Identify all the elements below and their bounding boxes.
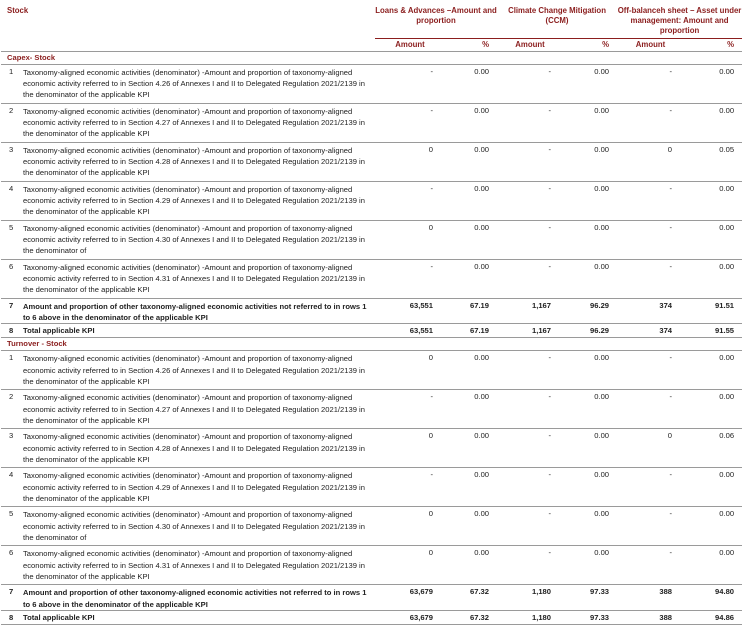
table-row (1, 610, 742, 624)
offbalance-amount-cell: - (617, 221, 684, 260)
row-description: Taxonomy-aligned economic activities (denominator) -Amount and proportion of taxonomy-aligned economic activity referred to in Section 4.31 of Annexes I and II to Delegated Regulation 2021/2139 in the denominator of the applicable KPI (23, 546, 375, 585)
pct-subheader: % (445, 39, 497, 52)
pct-subheader: % (684, 39, 742, 52)
offbalance-pct-cell: 0.00 (684, 104, 742, 143)
loans-amount-cell: 0 (375, 546, 445, 585)
offbalance-pct-cell: 0.00 (684, 351, 742, 390)
loans-pct-cell: 0.00 (445, 390, 497, 429)
table-row (1, 390, 742, 429)
loans-pct-cell: 0.00 (445, 507, 497, 546)
row-number: 7 (1, 299, 23, 324)
ccm-pct-cell: 0.00 (563, 507, 617, 546)
table-row (1, 299, 742, 324)
row-number: 3 (1, 429, 23, 468)
row-number: 8 (1, 610, 23, 624)
loans-amount-cell: 0 (375, 507, 445, 546)
ccm-pct-cell: 0.00 (563, 390, 617, 429)
row-description: Total applicable KPI (23, 610, 375, 624)
loans-pct-cell: 0.00 (445, 143, 497, 182)
ccm-pct-cell: 0.00 (563, 351, 617, 390)
loans-pct-cell: 67.32 (445, 610, 497, 624)
loans-pct-cell: 67.19 (445, 299, 497, 324)
loans-amount-cell: - (375, 390, 445, 429)
row-number: 6 (1, 260, 23, 299)
loans-pct-cell: 0.00 (445, 65, 497, 104)
row-description: Taxonomy-aligned economic activities (denominator) -Amount and proportion of taxonomy-aligned economic activity referred to in Section 4.29 of Annexes I and II to Delegated Regulation 2021/2139 in the denominator of the applicable KPI (23, 182, 375, 221)
pct-subheader: % (563, 39, 617, 52)
offbalance-amount-cell: - (617, 65, 684, 104)
offbalance-pct-cell: 91.51 (684, 299, 742, 324)
offbalance-amount-cell: 374 (617, 324, 684, 338)
row-number: 6 (1, 546, 23, 585)
ccm-amount-cell: - (497, 546, 563, 585)
row-number: 8 (1, 324, 23, 338)
offbalance-amount-cell: 388 (617, 585, 684, 610)
loans-amount-cell: - (375, 182, 445, 221)
offbalance-pct-cell: 91.55 (684, 324, 742, 338)
offbalance-pct-cell: 0.00 (684, 260, 742, 299)
loans-amount-cell: 0 (375, 221, 445, 260)
amount-subheader: Amount (497, 39, 563, 52)
ccm-pct-cell: 97.33 (563, 585, 617, 610)
row-number: 3 (1, 143, 23, 182)
loans-amount-cell: 63,679 (375, 610, 445, 624)
loans-pct-cell: 0.00 (445, 468, 497, 507)
ccm-pct-cell: 0.00 (563, 546, 617, 585)
table-row (1, 429, 742, 468)
loans-amount-cell: 0 (375, 351, 445, 390)
table-row (1, 468, 742, 507)
ccm-pct-cell: 0.00 (563, 429, 617, 468)
ccm-amount-cell: - (497, 351, 563, 390)
ccm-pct-cell: 0.00 (563, 221, 617, 260)
ccm-pct-cell: 0.00 (563, 65, 617, 104)
ccm-pct-cell: 0.00 (563, 143, 617, 182)
ccm-amount-cell: - (497, 260, 563, 299)
loans-amount-cell: 0 (375, 143, 445, 182)
loans-amount-cell: 0 (375, 429, 445, 468)
table-header (1, 0, 742, 52)
offbalance-pct-cell: 0.05 (684, 143, 742, 182)
loans-advances-header: Loans & Advances –Amount and proportion (375, 6, 497, 25)
row-number: 2 (1, 104, 23, 143)
table-row (1, 104, 742, 143)
ccm-amount-cell: - (497, 65, 563, 104)
row-number: 5 (1, 507, 23, 546)
loans-pct-cell: 0.00 (445, 221, 497, 260)
ccm-amount-cell: - (497, 468, 563, 507)
row-number: 7 (1, 585, 23, 610)
loans-pct-cell: 0.00 (445, 182, 497, 221)
loans-amount-cell: - (375, 65, 445, 104)
offbalance-amount-cell: - (617, 104, 684, 143)
row-number: 4 (1, 182, 23, 221)
row-description: Taxonomy-aligned economic activities (denominator) -Amount and proportion of taxonomy-aligned economic activity referred to in Section 4.27 of Annexes I and II to Delegated Regulation 2021/2139 in the denominator of the applicable KPI (23, 104, 375, 143)
stock-header: Stock (1, 0, 375, 52)
table-row (1, 507, 742, 546)
offbalance-amount-cell: - (617, 260, 684, 299)
offbalance-amount-cell: - (617, 182, 684, 221)
ccm-pct-cell: 0.00 (563, 182, 617, 221)
loans-pct-cell: 67.19 (445, 324, 497, 338)
section-title: Turnover - Stock (1, 338, 742, 351)
row-description: Taxonomy-aligned economic activities (denominator) -Amount and proportion of taxonomy-aligned economic activity referred to in Section 4.31 of Annexes I and II to Delegated Regulation 2021/2139 in the denominator of the applicable KPI (23, 260, 375, 299)
table-row (1, 324, 742, 338)
table-row (1, 182, 742, 221)
row-description: Taxonomy-aligned economic activities (denominator) -Amount and proportion of taxonomy-aligned economic activity referred to in Section 4.28 of Annexes I and II to Delegated Regulation 2021/2139 in the denominator of the applicable KPI (23, 429, 375, 468)
table-row (1, 143, 742, 182)
row-description: Taxonomy-aligned economic activities (denominator) -Amount and proportion of taxonomy-aligned economic activity referred to in Section 4.26 of Annexes I and II to Delegated Regulation 2021/2139 in the denominator of the applicable KPI (23, 65, 375, 104)
ccm-pct-cell: 0.00 (563, 260, 617, 299)
amount-subheader: Amount (617, 39, 684, 52)
offbalance-amount-cell: 374 (617, 299, 684, 324)
table-row (1, 585, 742, 610)
ccm-pct-cell: 96.29 (563, 324, 617, 338)
ccm-pct-cell: 97.33 (563, 610, 617, 624)
offbalance-amount-cell: - (617, 390, 684, 429)
row-description: Amount and proportion of other taxonomy-aligned economic activities not referred to in rows 1 to 6 above in the denominator of the applicable KPI (23, 585, 375, 610)
loans-pct-cell: 0.00 (445, 546, 497, 585)
loans-amount-cell: - (375, 104, 445, 143)
table-row (1, 260, 742, 299)
loans-pct-cell: 67.32 (445, 585, 497, 610)
loans-pct-cell: 0.00 (445, 351, 497, 390)
row-description: Taxonomy-aligned economic activities (denominator) -Amount and proportion of taxonomy-aligned economic activity referred to in Section 4.26 of Annexes I and II to Delegated Regulation 2021/2139 in the denominator of the applicable KPI (23, 351, 375, 390)
ccm-amount-cell: - (497, 507, 563, 546)
row-description: Taxonomy-aligned economic activities (denominator) -Amount and proportion of taxonomy-aligned economic activity referred to in Section 4.28 of Annexes I and II to Delegated Regulation 2021/2139 in the denominator of the applicable KPI (23, 143, 375, 182)
section-title: Capex- Stock (1, 52, 742, 65)
offbalance-pct-cell: 0.00 (684, 507, 742, 546)
amount-subheader: Amount (375, 39, 445, 52)
ccm-amount-cell: 1,167 (497, 324, 563, 338)
row-description: Taxonomy-aligned economic activities (denominator) -Amount and proportion of taxonomy-aligned economic activity referred to in Section 4.27 of Annexes I and II to Delegated Regulation 2021/2139 in the denominator of the applicable KPI (23, 390, 375, 429)
loans-pct-cell: 0.00 (445, 104, 497, 143)
row-description: Taxonomy-aligned economic activities (denominator) -Amount and proportion of taxonomy-aligned economic activity referred to in Section 4.30 of Annexes I and II to Delegated Regulation 2021/2139 in the denominator of (23, 221, 375, 260)
offbalance-amount-cell: - (617, 351, 684, 390)
row-number: 1 (1, 65, 23, 104)
taxonomy-kpi-table (1, 0, 742, 625)
offbalance-pct-cell: 0.00 (684, 221, 742, 260)
offbalance-pct-cell: 0.00 (684, 65, 742, 104)
ccm-amount-cell: - (497, 390, 563, 429)
ccm-amount-cell: 1,167 (497, 299, 563, 324)
offbalance-pct-cell: 0.00 (684, 182, 742, 221)
section-row (1, 338, 742, 351)
offbalance-pct-cell: 0.06 (684, 429, 742, 468)
ccm-amount-cell: - (497, 429, 563, 468)
offbalance-pct-cell: 0.00 (684, 390, 742, 429)
loans-amount-cell: 63,551 (375, 299, 445, 324)
table-row (1, 221, 742, 260)
off-balance-header: Off-balanceh sheet – Asset under management: Amount and proportion (617, 6, 742, 35)
ccm-amount-cell: 1,180 (497, 585, 563, 610)
row-description: Total applicable KPI (23, 324, 375, 338)
loans-amount-cell: 63,551 (375, 324, 445, 338)
table-row (1, 65, 742, 104)
offbalance-pct-cell: 94.80 (684, 585, 742, 610)
ccm-amount-cell: - (497, 104, 563, 143)
offbalance-amount-cell: 0 (617, 143, 684, 182)
loans-amount-cell: 63,679 (375, 585, 445, 610)
row-description: Taxonomy-aligned economic activities (denominator) -Amount and proportion of taxonomy-aligned economic activity referred to in Section 4.29 of Annexes I and II to Delegated Regulation 2021/2139 in the denominator of the applicable KPI (23, 468, 375, 507)
table-body (1, 52, 742, 625)
loans-amount-cell: - (375, 260, 445, 299)
offbalance-amount-cell: - (617, 468, 684, 507)
ccm-amount-cell: - (497, 143, 563, 182)
ccm-pct-cell: 96.29 (563, 299, 617, 324)
table-row (1, 351, 742, 390)
offbalance-pct-cell: 94.86 (684, 610, 742, 624)
ccm-pct-cell: 0.00 (563, 104, 617, 143)
row-number: 2 (1, 390, 23, 429)
ccm-amount-cell: - (497, 221, 563, 260)
loans-amount-cell: - (375, 468, 445, 507)
section-row (1, 52, 742, 65)
offbalance-amount-cell: 388 (617, 610, 684, 624)
ccm-header: Climate Change Mitigation (CCM) (508, 6, 606, 25)
loans-pct-cell: 0.00 (445, 260, 497, 299)
row-number: 1 (1, 351, 23, 390)
table-row (1, 546, 742, 585)
ccm-amount-cell: 1,180 (497, 610, 563, 624)
row-number: 5 (1, 221, 23, 260)
offbalance-pct-cell: 0.00 (684, 468, 742, 507)
row-description: Amount and proportion of other taxonomy-aligned economic activities not referred to in rows 1 to 6 above in the denominator of the applicable KPI (23, 299, 375, 324)
offbalance-amount-cell: - (617, 507, 684, 546)
offbalance-amount-cell: - (617, 546, 684, 585)
ccm-pct-cell: 0.00 (563, 468, 617, 507)
row-number: 4 (1, 468, 23, 507)
loans-pct-cell: 0.00 (445, 429, 497, 468)
ccm-amount-cell: - (497, 182, 563, 221)
offbalance-amount-cell: 0 (617, 429, 684, 468)
offbalance-pct-cell: 0.00 (684, 546, 742, 585)
row-description: Taxonomy-aligned economic activities (denominator) -Amount and proportion of taxonomy-aligned economic activity referred to in Section 4.30 of Annexes I and II to Delegated Regulation 2021/2139 in the denominator of (23, 507, 375, 546)
